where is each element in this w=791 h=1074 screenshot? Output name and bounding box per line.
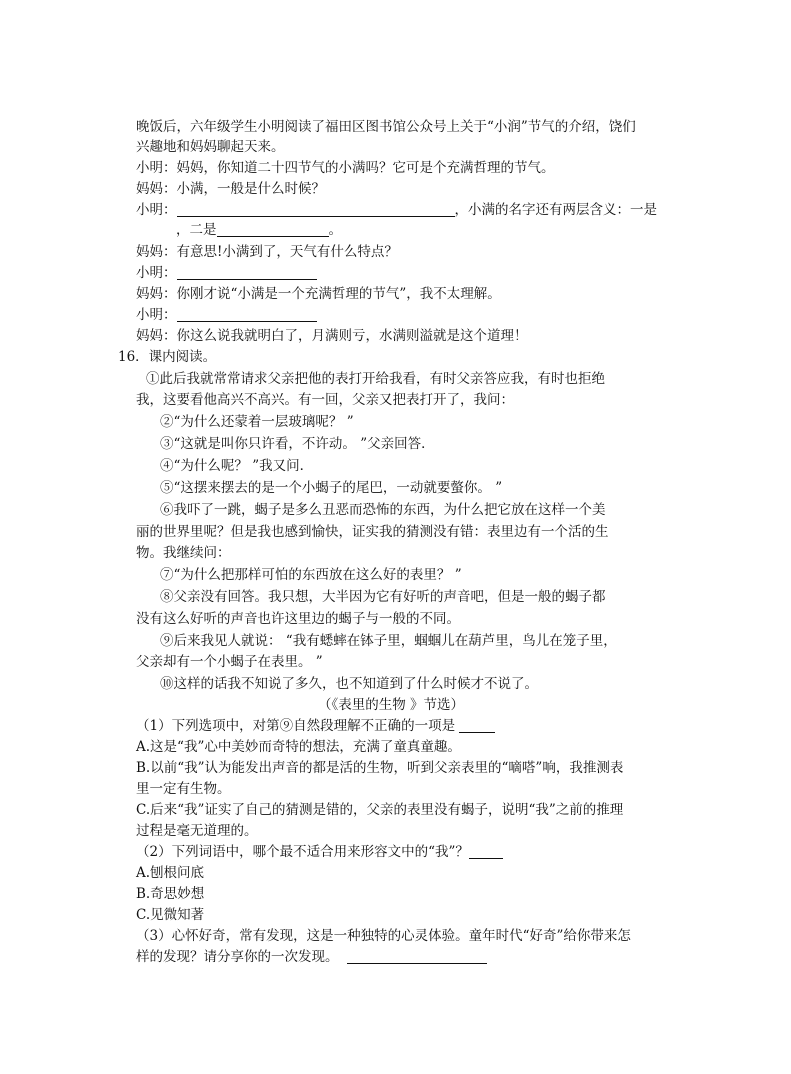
sub-question-3-line2	[136, 948, 487, 966]
speaker-label: 小明：	[136, 265, 177, 281]
dialogue-line-6	[136, 264, 317, 282]
intro-line-2: 兴趣地和妈妈聊起天来。	[136, 139, 285, 155]
passage-p8-line1: ⑧父亲没有回答。我只想，大半因为它有好听的声音吧，但是一般的蝎子都	[160, 589, 606, 605]
passage-p7: ⑦“为什么把那样可怕的东西放在这么好的表里？ ”	[160, 567, 462, 583]
dialogue-line-1: 小明：妈妈，你知道二十四节气的小满吗？它可是个充满哲理的节气。	[136, 160, 555, 176]
answer-blank[interactable]	[177, 265, 317, 280]
dialogue-text: ，小满的名字还有两层含义：一是	[454, 202, 657, 218]
passage-p2: ②“为什么还蒙着一层玻璃呢？ ”	[160, 414, 354, 430]
option-c-line1: C.后来“我”证实了自己的猜测是错的，父亲的表里没有蝎子，说明“我”之前的推理	[136, 802, 624, 818]
dialogue-line-8	[136, 306, 317, 324]
dialogue-line-9: 妈妈：你这么说我就明白了，月满则亏，水满则溢就是这个道理！	[136, 328, 528, 344]
sub-question-3-line1: （3）心怀好奇，常有发现，这是一种独特的心灵体验。童年时代“好奇”给你带来怎	[136, 928, 631, 944]
answer-blank[interactable]	[347, 949, 487, 964]
dialogue-line-7: 妈妈：你刚才说“小满是一个充满哲理的节气”，我不太理解。	[136, 286, 501, 302]
option-a: A.刨根问底	[136, 865, 205, 881]
option-c: C.见微知著	[136, 907, 205, 923]
passage-p6-line1: ⑥我吓了一跳，蝎子是多么丑恶而恐怖的东西，为什么把它放在这样一个美	[160, 502, 606, 518]
passage-p1-line1: ①此后我就常常请求父亲把他的表打开给我看，有时父亲答应我，有时也拒绝	[146, 371, 605, 387]
intro-line-1: 晚饭后，六年级学生小明阅读了福田区图书馆公众号上关于“小润”节气的介绍，饶们	[136, 119, 636, 135]
sub-question-2	[136, 843, 503, 861]
dialogue-text: ，二是	[176, 222, 217, 238]
dialogue-line-5: 妈妈：有意思!小满到了，天气有什么特点？	[136, 244, 398, 260]
answer-blank[interactable]	[469, 844, 503, 859]
answer-blank[interactable]	[177, 202, 455, 217]
option-b-line2: 里一定有生物。	[136, 781, 231, 797]
passage-p1-line2: 我，这要看他高兴不高兴。有一回，父亲又把表打开了，我问：	[136, 392, 514, 408]
answer-blank[interactable]	[136, 223, 176, 237]
sub-question-1	[136, 717, 495, 735]
option-a: A.这是“我”心中美妙而奇特的想法，充满了童真童趣。	[136, 739, 461, 755]
answer-blank[interactable]	[217, 222, 329, 237]
passage-p8-line2: 没有这么好听的声音也许这里边的蝎子与一般的不同。	[136, 611, 460, 627]
dialogue-line-4	[136, 221, 342, 239]
question-text: 样的发现？请分享你的一次发现。	[136, 949, 339, 965]
option-c-line2: 过程是毫无道理的。	[136, 823, 258, 839]
dialogue-line-3	[136, 201, 657, 219]
passage-source: （《表里的生物 》节选）	[318, 697, 465, 713]
passage-p9-line2: 父亲却有一个小蝎子在表里。 ”	[136, 654, 323, 670]
dialogue-line-2: 妈妈：小满，一般是什么时候？	[136, 181, 325, 197]
option-b: B.奇思妙想	[136, 886, 205, 902]
speaker-label: 小明：	[136, 202, 177, 218]
answer-blank[interactable]	[177, 307, 317, 322]
passage-p4: ④“为什么呢？ ”我又问．	[160, 458, 314, 474]
passage-p6-line3: 物。我继续问：	[136, 545, 231, 561]
speaker-label: 小明：	[136, 307, 177, 323]
dialogue-text: 。	[328, 222, 342, 238]
passage-p3: ③“这就是叫你只许看，不许动。 ”父亲回答．	[160, 436, 435, 452]
passage-p10: ⑩这样的话我不知说了多久，也不知道到了什么时候才不说了。	[160, 676, 538, 692]
question-text: （1）下列选项中，对第⑨自然段理解不正确的一项是	[136, 718, 456, 734]
passage-p9-line1: ⑨后来我见人就说： “我有蟋蟀在钵子里，蝈蝈儿在葫芦里，鸟儿在笼子里，	[160, 633, 617, 649]
answer-blank[interactable]	[459, 718, 495, 733]
question-heading: 16．课内阅读。	[118, 349, 217, 365]
passage-p6-line2: 丽的世界里呢？但是我也感到愉快，证实我的猜测没有错：表里边有一个活的生	[136, 524, 609, 540]
passage-p5: ⑤“这摆来摆去的是一个小蝎子的尾巴，一动就要螫你。 ”	[160, 480, 503, 496]
option-b-line1: B.以前“我”认为能发出声音的都是活的生物，听到父亲表里的“嘀嗒”响，我推测表	[136, 760, 624, 776]
question-text: （2）下列词语中，哪个最不适合用来形容文中的“我”？	[136, 844, 469, 860]
